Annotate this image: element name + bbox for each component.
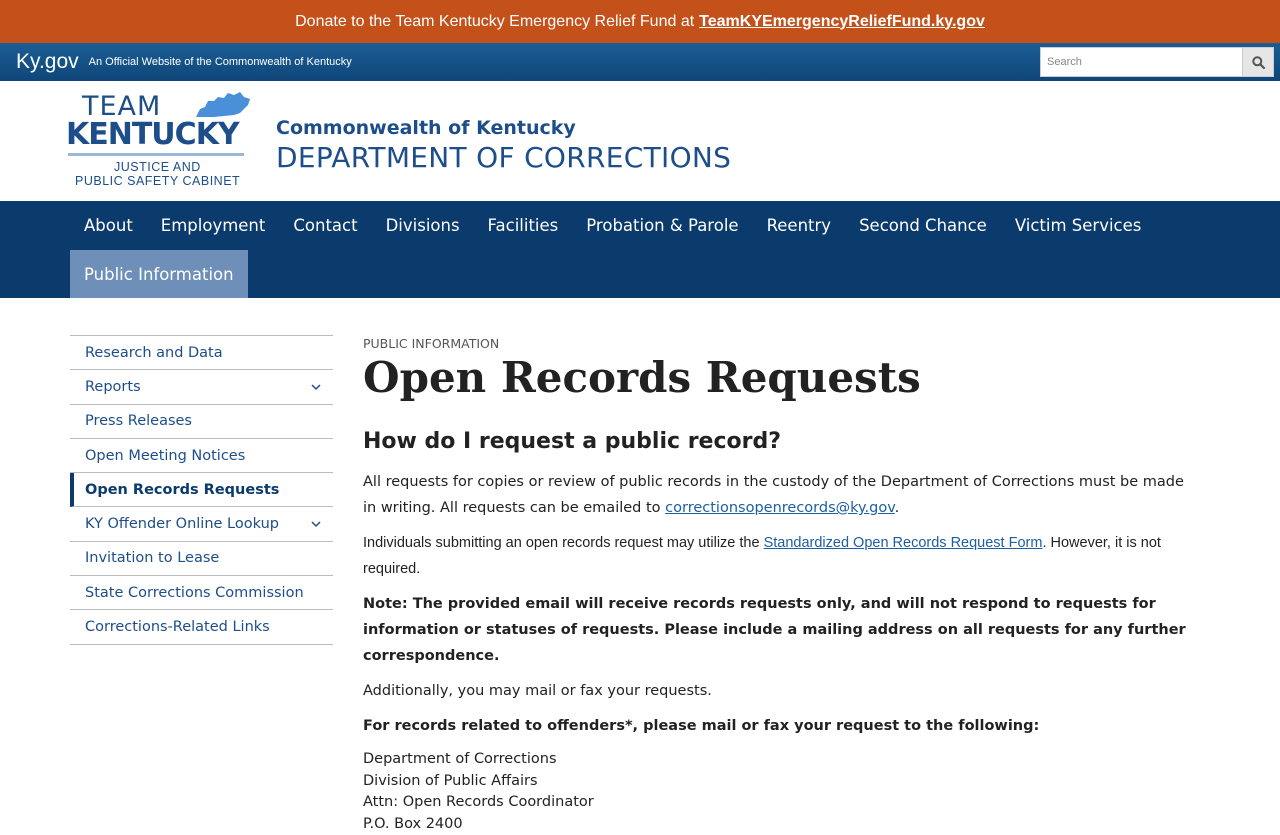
content-area [0,298,1280,835]
sidebar-item-state-corrections-commission[interactable] [70,576,333,610]
sidebar-item-label: Research and Data [85,345,323,361]
sidebar-menu [70,335,333,835]
search-icon [1252,56,1265,69]
sidebar-item-corrections-related-links[interactable] [70,610,333,644]
logo-divider [68,153,244,156]
kygov-logo[interactable]: Ky.gov [16,50,79,74]
intro-text-end: . [895,500,900,516]
sidebar-item-label: KY Offender Online Lookup [85,516,309,532]
intro-paragraph [363,469,1193,521]
logo-team-text: TEAM [82,91,161,122]
sidebar-item-research-and-data[interactable] [70,336,333,370]
main-content [363,335,1193,835]
address-line: Division of Public Affairs [363,771,1193,793]
search-input[interactable] [1040,47,1242,77]
commonwealth-title[interactable]: Commonwealth of Kentucky [276,117,731,139]
nav-divisions[interactable]: Divisions [372,201,474,250]
sidebar-item-ky-offender-online-lookup[interactable] [70,507,333,541]
logo-subtitle-1: JUSTICE AND [114,160,201,174]
search-button[interactable] [1242,47,1274,77]
mail-fax-paragraph: Additionally, you may mail or fax your requests. [363,678,1193,704]
nav-second-chance[interactable]: Second Chance [845,201,1001,250]
kygov-tagline: An Official Website of the Commonwealth of Kentucky [89,56,352,68]
team-kentucky-logo[interactable] [66,91,258,191]
sidebar-item-label: State Corrections Commission [85,585,323,601]
sidebar-item-press-releases[interactable] [70,405,333,439]
nav-employment[interactable]: Employment [147,201,280,250]
nav-row-1 [70,201,1210,250]
sidebar-item-invitation-to-lease[interactable] [70,542,333,576]
sidebar-item-reports[interactable] [70,370,333,404]
sidebar-item-label: Corrections-Related Links [85,619,323,635]
sidebar-item-label: Reports [85,379,309,395]
sidebar-item-label: Press Releases [85,413,323,429]
site-titles [276,117,731,174]
sidebar-item-label: Invitation to Lease [85,550,323,566]
request-form-link[interactable]: Standardized Open Records Request Form [764,535,1043,551]
logo-subtitle-2: PUBLIC SAFETY CABINET [75,174,240,188]
sidebar-item-open-records-requests[interactable] [70,473,333,507]
page-title: Open Records Requests [363,353,1193,403]
logo-kentucky-text: KENTUCKY [66,117,239,152]
chevron-down-icon[interactable] [309,517,323,531]
nav-about[interactable]: About [70,201,147,250]
address-line: P.O. Box 2400 [363,814,1193,835]
intro-text: All requests for copies or review of public records in the custody of the Department of Corrections must be made in writing. All requests can be emailed to [363,474,1184,516]
section-heading: How do I request a public record? [363,429,1193,454]
nav-probation-parole[interactable]: Probation & Parole [572,201,752,250]
nav-public-information[interactable]: Public Information [70,250,248,298]
sidebar-item-open-meeting-notices[interactable] [70,439,333,473]
donate-banner [0,0,1280,43]
form-paragraph [363,530,1193,582]
form-text-end: . However, it is not required. [363,535,1161,577]
sidebar-item-label: Open Meeting Notices [85,448,323,464]
kygov-bar [0,43,1280,81]
chevron-down-icon[interactable] [309,380,323,394]
email-link[interactable]: correctionsopenrecords@ky.gov [665,500,895,516]
nav-row-2 [70,250,1210,298]
site-header [0,81,1280,201]
form-text: Individuals submitting an open records request may utilize the [363,535,764,551]
nav-victim-services[interactable]: Victim Services [1001,201,1156,250]
nav-contact[interactable]: Contact [279,201,371,250]
donate-link[interactable]: TeamKYEmergencyReliefFund.ky.gov [699,13,985,31]
nav-facilities[interactable]: Facilities [474,201,573,250]
donate-banner-text: Donate to the Team Kentucky Emergency Relief Fund at [295,13,694,31]
offender-records-paragraph: For records related to offenders*, please mail or fax your request to the following: [363,713,1193,739]
search-form [1040,47,1274,77]
address-line: Department of Corrections [363,749,1193,771]
department-title[interactable]: DEPARTMENT OF CORRECTIONS [276,141,731,174]
section-eyebrow: PUBLIC INFORMATION [363,336,1193,351]
main-nav [0,201,1280,298]
mailing-address [363,749,1193,835]
note-paragraph: Note: The provided email will receive records requests only, and will not respond to requests for information or statuses of requests. Please include a mailing address on all requests for any further correspondence. [363,591,1193,669]
nav-reentry[interactable]: Reentry [753,201,846,250]
address-line: Attn: Open Records Coordinator [363,792,1193,814]
sidebar-item-label: Open Records Requests [85,482,323,498]
